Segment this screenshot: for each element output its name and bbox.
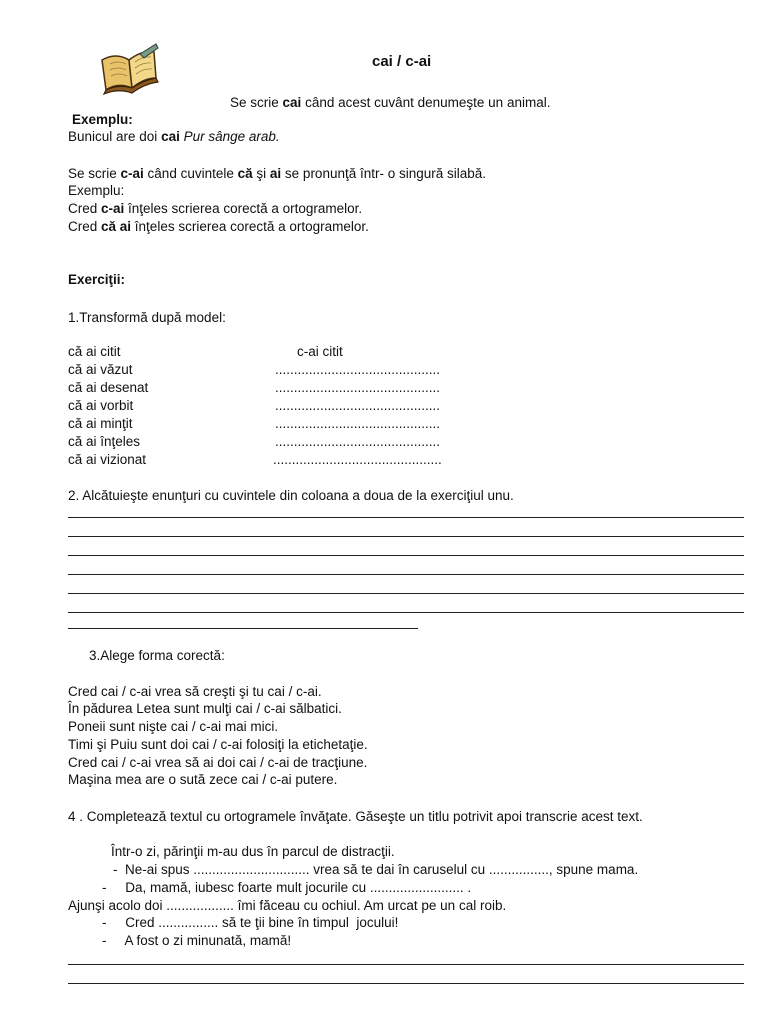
rule-cai-pre: Se scrie	[230, 95, 283, 110]
rule2-post: se pronunţă într- o singură silabă.	[281, 166, 487, 181]
rule2-pre: Se scrie	[68, 166, 121, 181]
ex1-blank[interactable]: .............................................	[273, 452, 442, 467]
ex2-instruction: 2. Alcătuieşte enunţuri cu cuvintele din coloana a doua de la exerciţiul unu.	[68, 488, 514, 503]
rule2-mid2: şi	[252, 166, 270, 181]
ex4-instruction: 4 . Completează textul cu ortogramele învăţate. Găseşte un titlu potrivit apoi transcrie acest text.	[68, 809, 643, 824]
example1-bold: cai	[161, 129, 180, 144]
ex1-blank[interactable]: ............................................	[275, 416, 441, 431]
rule-cai-bold: cai	[282, 95, 302, 110]
answer-line[interactable]	[68, 612, 744, 613]
answer-line[interactable]	[68, 517, 744, 518]
ex1-row-left: că ai desenat	[68, 380, 149, 395]
answer-line[interactable]	[68, 628, 418, 629]
ex1-row-left: că ai înţeles	[68, 434, 141, 449]
rule-cai	[230, 94, 550, 111]
example1-heading: Exemplu:	[72, 112, 133, 127]
example2-line1-post: înţeles scrierea corectă a ortogramelor.	[124, 201, 363, 216]
example2-line2-pre: Cred	[68, 219, 102, 234]
ex1-row-left: că ai vorbit	[68, 398, 134, 413]
example2-line2-bold: că ai	[101, 219, 132, 234]
answer-line[interactable]	[68, 964, 744, 965]
ex1-row-left: că ai minţit	[68, 416, 133, 431]
ex1-blank[interactable]: ............................................	[275, 434, 441, 449]
example2-line2-post: înţeles scrierea corectă a ortogramelor.	[131, 219, 369, 234]
ex4-line: - A fost o zi minunată, mamă!	[102, 933, 292, 948]
example2-heading: Exemplu:	[68, 183, 125, 198]
ex1-row-left: că ai văzut	[68, 362, 133, 377]
ex1-instruction: 1.Transformă după model:	[68, 310, 226, 325]
example2-line1	[68, 200, 362, 217]
answer-line[interactable]	[68, 555, 744, 556]
answer-line[interactable]	[68, 536, 744, 537]
answer-line[interactable]	[68, 983, 744, 984]
ex3-line: Cred cai / c-ai vrea să ai doi cai / c-ai de tracţiune.	[68, 755, 368, 770]
ex4-line: - Ne-ai spus ............................... vrea să te dai în caruselul cu ................, spune mama.	[113, 862, 639, 877]
ex1-blank[interactable]: ............................................	[275, 362, 441, 377]
ex4-line: - Cred ................ să te ţii bine în timpul jocului!	[102, 915, 399, 930]
example1-italic: Pur sânge arab.	[179, 129, 280, 144]
rule-cai-post: când acest cuvânt denumeşte un animal.	[301, 95, 551, 110]
ex4-line: Într-o zi, părinţii m-au dus în parcul de distracţii.	[111, 844, 395, 859]
ex1-row-left: că ai citit	[68, 344, 121, 359]
example1-pre: Bunicul are doi	[68, 129, 162, 144]
ex1-row-left: că ai vizionat	[68, 452, 147, 467]
ex3-line: Maşina mea are o sută zece cai / c-ai putere.	[68, 772, 338, 787]
ex3-line: Poneii sunt nişte cai / c-ai mai mici.	[68, 719, 279, 734]
rule-c-ai	[68, 165, 486, 182]
rule2-bold1: c-ai	[120, 166, 144, 181]
ex3-instruction: 3.Alege forma corectă:	[89, 648, 225, 663]
answer-line[interactable]	[68, 574, 744, 575]
example1-sentence	[68, 128, 280, 145]
ex3-line: Cred cai / c-ai vrea să creşti şi tu cai / c-ai.	[68, 684, 322, 699]
ex1-blank[interactable]: ............................................	[275, 398, 441, 413]
example2-line2	[68, 218, 369, 235]
rule2-bold2: că	[237, 166, 253, 181]
open-book-icon	[96, 40, 162, 96]
ex3-line: În pădurea Letea sunt mulţi cai / c-ai sălbatici.	[68, 701, 342, 716]
rule2-bold3: ai	[269, 166, 282, 181]
ex1-row-right: c-ai citit	[297, 344, 343, 359]
rule2-mid1: când cuvintele	[143, 166, 238, 181]
ex3-line: Timi şi Puiu sunt doi cai / c-ai folosiţi la etichetaţie.	[68, 737, 368, 752]
answer-line[interactable]	[68, 593, 744, 594]
example2-line1-pre: Cred	[68, 201, 102, 216]
example2-line1-bold: c-ai	[101, 201, 125, 216]
page-title: cai / c-ai	[372, 53, 432, 70]
ex4-line: - Da, mamă, iubesc foarte mult jocurile cu ......................... .	[102, 880, 472, 895]
ex1-blank[interactable]: ............................................	[275, 380, 441, 395]
ex4-line: Ajunşi acolo doi .................. îmi făceau cu ochiul. Am urcat pe un cal roib.	[68, 898, 507, 913]
exercises-heading: Exerciţii:	[68, 272, 126, 287]
